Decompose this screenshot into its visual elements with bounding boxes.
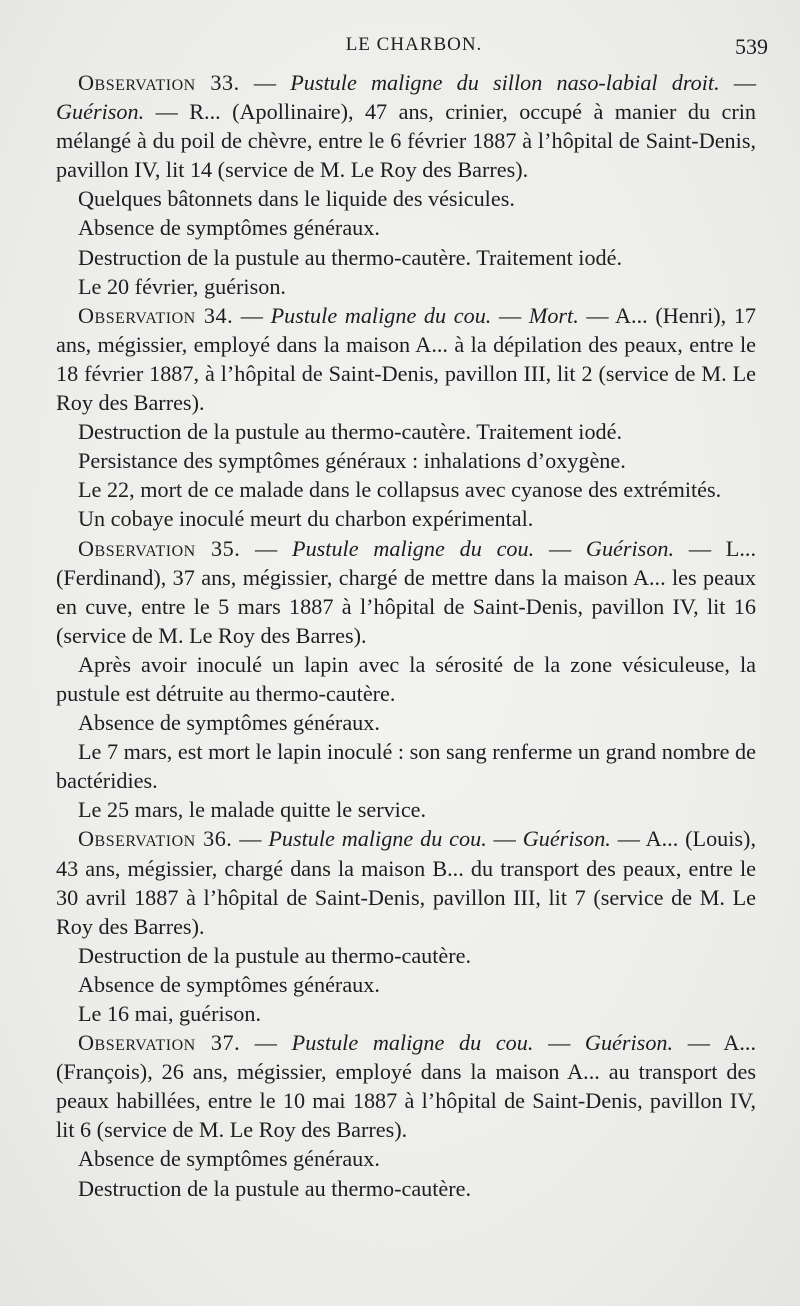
observation-36-title: Pustule maligne du cou. [268, 826, 487, 852]
observation-33-heading-paragraph: Observation 33. — Pustule maligne du sillon naso-labial droit. — Guérison. — R... (Apollinaire), 47 ans, crinier, occupé à manier du crin mélangé à du poil de chèvre, entre le 6 février 1887 à l’hôpital de Saint-Denis, pavillon IV, lit 14 (service de M. Le Roy des Barres). [56, 70, 757, 183]
observation-34-paragraph-3: Persistance des symptômes généraux : inhalations d’oxygène. [78, 448, 626, 474]
page-number: 539 [735, 34, 768, 59]
observation-37-label: Observation 37. [78, 1030, 241, 1056]
observation-33-body: — R... (Apollinaire), 47 ans, crinier, occupé à manier du crin mélangé à du poil de chèvre, entre le 6 février 1887 à l’hôpital de Saint-Denis, pavillon IV, lit 14 (service de M. Le Roy des Barres). [56, 99, 756, 183]
running-head [60, 34, 768, 62]
observation-33-outcome: Guérison. [56, 99, 145, 125]
observation-37-heading-paragraph: Observation 37. — Pustule maligne du cou. — Guérison. — A... (François), 26 ans, mégissier, employé dans la maison A... au transport des peaux habillées, entre le 10 mai 1887 à l’hôpital de Saint-Denis, pavillon IV, lit 6 (service de M. Le Roy des Barres). [56, 1030, 756, 1143]
observation-34-body: — A... (Henri), 17 ans, mégissier, employé dans la maison A... à la dépilation des peaux, entre le 18 février 1887, à l’hôpital de Saint-Denis, pavillon III, lit 2 (service de M. Le Roy des Barres). [56, 302, 757, 416]
observation-37-body: — A... (François), 26 ans, mégissier, employé dans la maison A... au transport des peaux habillées, entre le 10 mai 1887 à l’hôpital de Saint-Denis, pavillon IV, lit 6 (service de M. Le Roy des Barres). [56, 1030, 756, 1143]
observation-36-heading-paragraph: Observation 36. — Pustule maligne du cou. — Guérison. — A... (Louis), 43 ans, mégissier, chargé dans la maison B... du transport des peaux, entre le 30 avril 1887 à l’hôpital de Saint-Denis, pavillon III, lit 7 (service de M. Le Roy des Barres). [56, 826, 756, 939]
observation-34-title: Pustule maligne du cou. [270, 302, 492, 328]
observation-35-body: — L... (Ferdinand), 37 ans, mégissier, chargé de mettre dans la maison A... les peaux en cuve, entre le 5 mars 1887 à l’hôpital de Saint-Denis, pavillon IV, lit 16 (service de M. Le Roy des Barres). [56, 535, 757, 648]
observation-35-title: Pustule maligne du cou. [292, 535, 535, 561]
observation-35-paragraph-4: Le 7 mars, est mort le lapin inoculé : son sang renferme un grand nombre de bactéridies. [56, 739, 756, 794]
body-text [56, 68, 756, 1203]
observation-36-paragraph-4: Le 16 mai, guérison. [78, 1001, 262, 1026]
observation-36-body: — A... (Louis), 43 ans, mégissier, chargé dans la maison B... du transport des peaux, entre le 30 avril 1887 à l’hôpital de Saint-Denis, pavillon III, lit 7 (service de M. Le Roy des Barres). [56, 826, 756, 939]
observation-35-outcome: Guérison. [585, 535, 675, 561]
observation-34-paragraph-5: Un cobaye inoculé meurt du charbon expérimental. [78, 506, 534, 532]
observation-34-label: Observation 34. [78, 302, 234, 328]
observation-37-paragraph-2: Absence de symptômes généraux. [78, 1146, 380, 1172]
observation-35-paragraph-5: Le 25 mars, le malade quitte le service. [78, 797, 427, 823]
observation-34-paragraph-2: Destruction de la pustule au thermo-cautère. Traitement iodé. [78, 419, 623, 445]
observation-35-heading-paragraph: Observation 35. — Pustule maligne du cou. — Guérison. — L... (Ferdinand), 37 ans, mégissier, chargé de mettre dans la maison A... les peaux en cuve, entre le 5 mars 1887 à l’hôpital de Saint-Denis, pavillon IV, lit 16 (service de M. Le Roy des Barres). [56, 535, 757, 648]
observation-33-label: Observation 33. [78, 70, 240, 95]
observation-35-paragraph-2: Après avoir inoculé un lapin avec la sérosité de la zone vésiculeuse, la pustule est détruite au thermo-cautère. [56, 651, 756, 706]
running-head-title: LE CHARBON. [345, 34, 483, 55]
observation-33-paragraph-4: Destruction de la pustule au thermo-cautère. Traitement iodé. [78, 244, 623, 270]
observation-33-paragraph-3: Absence de symptômes généraux. [78, 215, 380, 241]
observation-35-paragraph-3: Absence de symptômes généraux. [78, 710, 380, 736]
observation-36-paragraph-3: Absence de symptômes généraux. [78, 971, 380, 997]
observation-35-label: Observation 35. [78, 535, 241, 561]
observation-33-title: Pustule maligne du sillon naso-labial droit. [290, 70, 720, 95]
observation-34-heading-paragraph: Observation 34. — Pustule maligne du cou. — Mort. — A... (Henri), 17 ans, mégissier, employé dans la maison A... à la dépilation des peaux, entre le 18 février 1887, à l’hôpital de Saint-Denis, pavillon III, lit 2 (service de M. Le Roy des Barres). [56, 302, 757, 416]
observation-37-paragraph-3: Destruction de la pustule au thermo-cautère. [78, 1175, 472, 1201]
observation-34-paragraph-4: Le 22, mort de ce malade dans le collapsus avec cyanose des extrémités. [78, 477, 722, 503]
observation-36-paragraph-2: Destruction de la pustule au thermo-cautère. [78, 942, 472, 968]
observation-36-outcome: Guérison. [522, 826, 611, 852]
observation-36-label: Observation 36. [78, 826, 233, 852]
observation-37-outcome: Guérison. [584, 1030, 674, 1056]
observation-33-paragraph-5: Le 20 février, guérison. [78, 273, 286, 299]
observation-37-title: Pustule maligne du cou. [291, 1030, 534, 1056]
observation-33-paragraph-2: Quelques bâtonnets dans le liquide des vésicules. [78, 186, 515, 212]
observation-34-outcome: Mort. [528, 302, 579, 328]
